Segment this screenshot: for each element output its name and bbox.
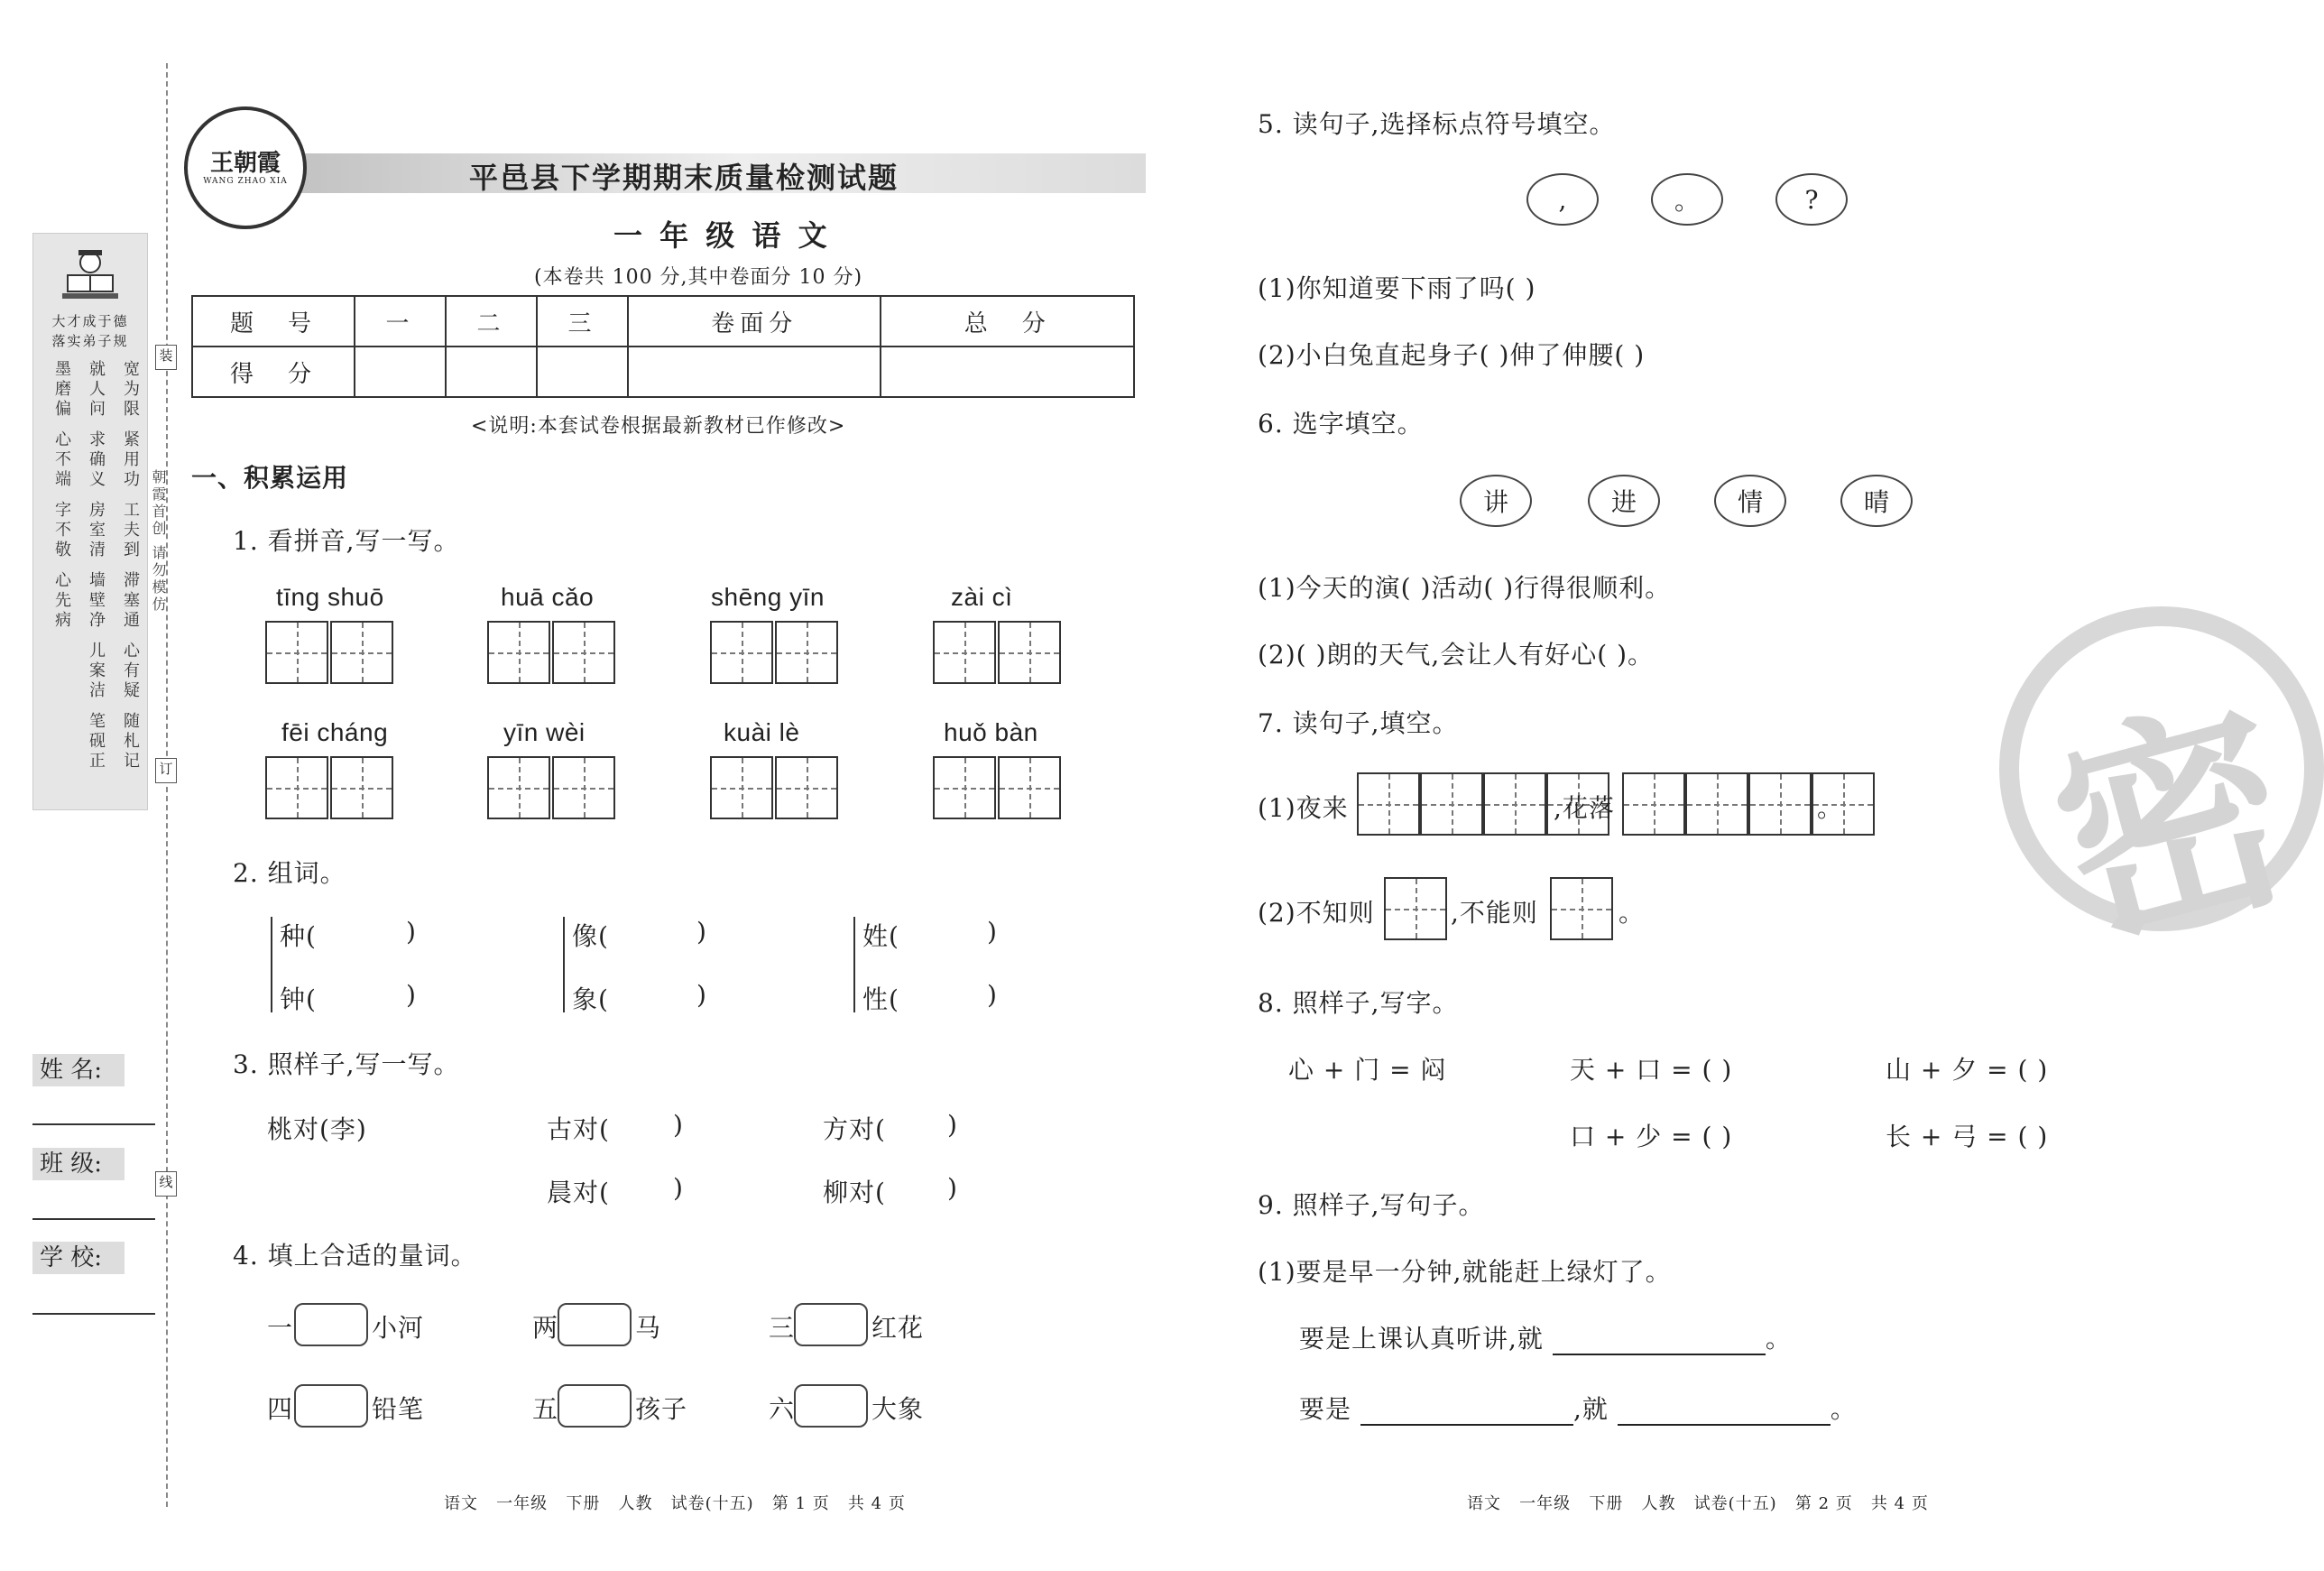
writing-box[interactable] — [487, 621, 550, 684]
school-label: 学 校: — [32, 1242, 124, 1274]
writing-box[interactable] — [775, 756, 838, 819]
logo-text: 王朝霞 — [209, 150, 281, 177]
word-close: ) — [696, 980, 707, 1010]
question-2: 2. 组词。 — [233, 858, 346, 888]
measure-noun: 孩子 — [635, 1394, 688, 1424]
section-title: 一、积累运用 — [191, 463, 349, 493]
seal-char: 线 — [155, 1171, 177, 1197]
pair-example: 桃对(李) — [267, 1114, 367, 1144]
measure-box[interactable] — [294, 1384, 368, 1428]
table-cell: 二 — [446, 296, 537, 347]
writing-box[interactable] — [1748, 772, 1812, 836]
measure-box[interactable] — [794, 1303, 868, 1346]
q9-line-3 — [1299, 1390, 1857, 1426]
measure-prefix: 五 — [532, 1394, 559, 1424]
page-footer-left: 语文 一年级 下册 人教 试卷(十五) 第 1 页 共 4 页 — [444, 1494, 906, 1513]
question-3: 3. 照样子,写一写。 — [233, 1049, 460, 1079]
binding-line — [166, 63, 168, 1507]
table-cell: 卷面分 — [628, 296, 881, 347]
punct-option: 。 — [1651, 173, 1723, 226]
table-cell: 题 号 — [192, 296, 355, 347]
writing-box[interactable] — [1357, 772, 1420, 836]
writing-box[interactable] — [1622, 772, 1685, 836]
pair-item: 柳对( — [823, 1178, 886, 1207]
motto-col: 字不敬 — [52, 501, 71, 560]
answer-line[interactable] — [1553, 1330, 1766, 1355]
sidebar-motto-panel — [32, 233, 148, 810]
pinyin: yīn wèi — [503, 718, 586, 746]
student-reading-icon — [59, 243, 122, 306]
char-option: 进 — [1588, 475, 1660, 527]
exam-title: 平邑县下学期期末质量检测试题 — [469, 161, 899, 195]
q7-text: (1)夜来 — [1258, 793, 1349, 823]
q5-sentence-2: (2)小白兔直起身子( )伸了伸腰( ) — [1258, 340, 1646, 370]
table-cell: 总 分 — [881, 296, 1134, 347]
writing-box[interactable] — [1685, 772, 1748, 836]
confidential-watermark — [1999, 606, 2324, 982]
bracket-bar — [853, 917, 855, 1012]
pinyin: zài cì — [951, 583, 1013, 611]
score-input[interactable] — [628, 347, 881, 397]
writing-box[interactable] — [265, 756, 328, 819]
char-option: 讲 — [1460, 475, 1532, 527]
pair-item: 古对( — [547, 1114, 610, 1144]
char-formula: 天 + 口 = ( ) — [1570, 1055, 1733, 1085]
answer-line[interactable] — [1360, 1400, 1573, 1426]
logo-seal — [184, 106, 307, 229]
score-note: (本卷共 100 分,其中卷面分 10 分) — [534, 266, 863, 289]
measure-prefix: 六 — [769, 1394, 796, 1424]
q5-sentence-1: (1)你知道要下雨了吗( ) — [1258, 273, 1536, 303]
table-cell: 一 — [355, 296, 446, 347]
writing-box[interactable] — [710, 756, 773, 819]
q7-text: 。 — [1618, 898, 1646, 928]
writing-box[interactable] — [552, 621, 615, 684]
measure-box[interactable] — [294, 1303, 368, 1346]
motto-col: 就人问 — [87, 360, 106, 420]
score-input[interactable] — [537, 347, 628, 397]
class-field[interactable] — [32, 1218, 155, 1220]
writing-box[interactable] — [330, 621, 393, 684]
word-close: ) — [406, 980, 417, 1010]
writing-box[interactable] — [710, 621, 773, 684]
explain-note: <说明:本套试卷根据最新教材已作修改> — [471, 415, 846, 438]
pair-close: ) — [947, 1110, 958, 1140]
q7-text: ,不能则 — [1451, 898, 1538, 928]
measure-noun: 红花 — [872, 1313, 925, 1343]
motto-col: 墙壁净 — [87, 571, 106, 631]
pair-close: ) — [947, 1173, 958, 1203]
measure-box[interactable] — [558, 1384, 632, 1428]
pair-close: ) — [673, 1110, 684, 1140]
writing-box[interactable] — [998, 621, 1061, 684]
word-item: 种( — [280, 921, 317, 951]
writing-box[interactable] — [933, 621, 996, 684]
motto-col: 宽为限 — [121, 360, 140, 420]
q9-example: (1)要是早一分钟,就能赶上绿灯了。 — [1258, 1257, 1672, 1287]
table-row — [192, 347, 1134, 397]
writing-box[interactable] — [330, 756, 393, 819]
writing-box[interactable] — [775, 621, 838, 684]
punct-option: , — [1526, 173, 1599, 226]
bracket-bar — [271, 917, 272, 1012]
measure-prefix: 三 — [769, 1313, 796, 1343]
pair-close: ) — [673, 1173, 684, 1203]
writing-box[interactable] — [998, 756, 1061, 819]
word-close: ) — [987, 917, 998, 947]
question-4: 4. 填上合适的量词。 — [233, 1241, 477, 1271]
motto-col: 儿案洁 — [87, 642, 106, 701]
word-item: 钟( — [280, 984, 317, 1014]
pair-item: 方对( — [823, 1114, 886, 1144]
seal-char: 订 — [155, 758, 177, 783]
char-formula: 口 + 少 = ( ) — [1570, 1122, 1733, 1151]
writing-box[interactable] — [1384, 877, 1447, 940]
name-field[interactable] — [32, 1123, 155, 1125]
question-9: 9. 照样子,写句子。 — [1258, 1190, 1485, 1220]
q7-text: (2)不知则 — [1258, 898, 1375, 928]
writing-box[interactable] — [1550, 877, 1613, 940]
class-label: 班 级: — [32, 1148, 124, 1180]
name-label: 姓 名: — [32, 1054, 124, 1086]
pair-item: 晨对( — [547, 1178, 610, 1207]
bracket-bar — [563, 917, 565, 1012]
score-table — [191, 295, 1135, 398]
measure-prefix: 两 — [532, 1313, 559, 1343]
q6-sentence-1: (1)今天的演( )活动( )行得很顺利。 — [1258, 573, 1672, 603]
word-close: ) — [987, 980, 998, 1010]
word-close: ) — [696, 917, 707, 947]
pinyin: tīng shuō — [276, 583, 384, 611]
logo-sub: WANG ZHAO XIA — [203, 177, 288, 186]
writing-box[interactable] — [1420, 772, 1483, 836]
writing-box[interactable] — [552, 756, 615, 819]
page-footer-right: 语文 一年级 下册 人教 试卷(十五) 第 2 页 共 4 页 — [1467, 1494, 1929, 1513]
motto-col: 墨磨偏 — [52, 360, 71, 420]
word-item: 性( — [862, 984, 899, 1014]
motto-col: 笔砚正 — [87, 712, 106, 772]
motto-col: 工夫到 — [121, 501, 140, 560]
motto-bottom: 落实弟子规 — [51, 333, 129, 349]
q9-text: 要是 — [1299, 1394, 1352, 1424]
char-formula: 长 + 弓 = ( ) — [1886, 1122, 2049, 1151]
q7-text: ,花落 — [1554, 793, 1615, 823]
word-item: 姓( — [862, 921, 899, 951]
seal-char: 装 — [155, 345, 177, 370]
measure-noun: 大象 — [872, 1394, 925, 1424]
pinyin: huā cǎo — [501, 583, 595, 611]
word-close: ) — [406, 917, 417, 947]
measure-noun: 铅笔 — [372, 1394, 425, 1424]
score-input[interactable] — [446, 347, 537, 397]
motto-col: 房室清 — [87, 501, 106, 560]
motto-col: 心先病 — [52, 571, 71, 631]
punct-option: ? — [1775, 173, 1848, 226]
question-8: 8. 照样子,写字。 — [1258, 988, 1459, 1018]
motto-col: 心不端 — [52, 430, 71, 490]
q9-text: ,就 — [1573, 1394, 1609, 1424]
question-1: 1. 看拼音,写一写。 — [233, 526, 460, 556]
writing-box[interactable] — [487, 756, 550, 819]
q9-line-2 — [1299, 1319, 1792, 1355]
subject-title: 一 年 级 语 文 — [613, 218, 831, 253]
q9-text: 。 — [1765, 1324, 1792, 1354]
motto-columns — [42, 360, 142, 802]
motto-col: 滞塞通 — [121, 571, 140, 631]
watermark-char: 密 — [2029, 666, 2316, 982]
motto-col: 紧用功 — [121, 430, 140, 490]
writing-box[interactable] — [1483, 772, 1546, 836]
measure-prefix: 四 — [267, 1394, 294, 1424]
q7-text: 。 — [1817, 793, 1844, 823]
char-formula: 山 + 夕 = ( ) — [1886, 1055, 2049, 1085]
measure-noun: 马 — [635, 1313, 662, 1343]
measure-box[interactable] — [558, 1303, 632, 1346]
motto-top: 大才成于德 — [51, 313, 129, 329]
question-7: 7. 读句子,填空。 — [1258, 708, 1459, 738]
writing-box[interactable] — [265, 621, 328, 684]
school-field[interactable] — [32, 1313, 155, 1315]
measure-box[interactable] — [794, 1384, 868, 1428]
answer-line[interactable] — [1618, 1400, 1831, 1426]
vertical-note: 朝霞首创 请勿模仿 — [150, 469, 167, 615]
char-option: 晴 — [1840, 475, 1913, 527]
table-cell: 三 — [537, 296, 628, 347]
question-6: 6. 选字填空。 — [1258, 409, 1424, 439]
q6-sentence-2: (2)( )朗的天气,会让人有好心( )。 — [1258, 640, 1655, 670]
q9-text: 。 — [1830, 1394, 1857, 1424]
pinyin: huǒ bàn — [944, 718, 1038, 746]
table-row — [192, 296, 1134, 347]
writing-box[interactable] — [933, 756, 996, 819]
motto-col: 心有疑 — [121, 642, 140, 701]
score-input[interactable] — [355, 347, 446, 397]
question-5: 5. 读句子,选择标点符号填空。 — [1258, 109, 1616, 139]
motto-col: 求确义 — [87, 430, 106, 490]
pinyin: fēi cháng — [281, 718, 389, 746]
measure-noun: 小河 — [372, 1313, 425, 1343]
char-option: 情 — [1714, 475, 1786, 527]
q9-text: 要是上课认真听讲,就 — [1299, 1324, 1544, 1354]
score-input[interactable] — [881, 347, 1134, 397]
pinyin: kuài lè — [724, 718, 800, 746]
motto-col: 随札记 — [121, 712, 140, 772]
measure-prefix: 一 — [267, 1313, 294, 1343]
char-formula: 心 + 门 = 闷 — [1288, 1055, 1447, 1085]
table-cell: 得 分 — [192, 347, 355, 397]
word-item: 象( — [572, 984, 609, 1014]
word-item: 像( — [572, 921, 609, 951]
pinyin: shēng yīn — [711, 583, 825, 611]
